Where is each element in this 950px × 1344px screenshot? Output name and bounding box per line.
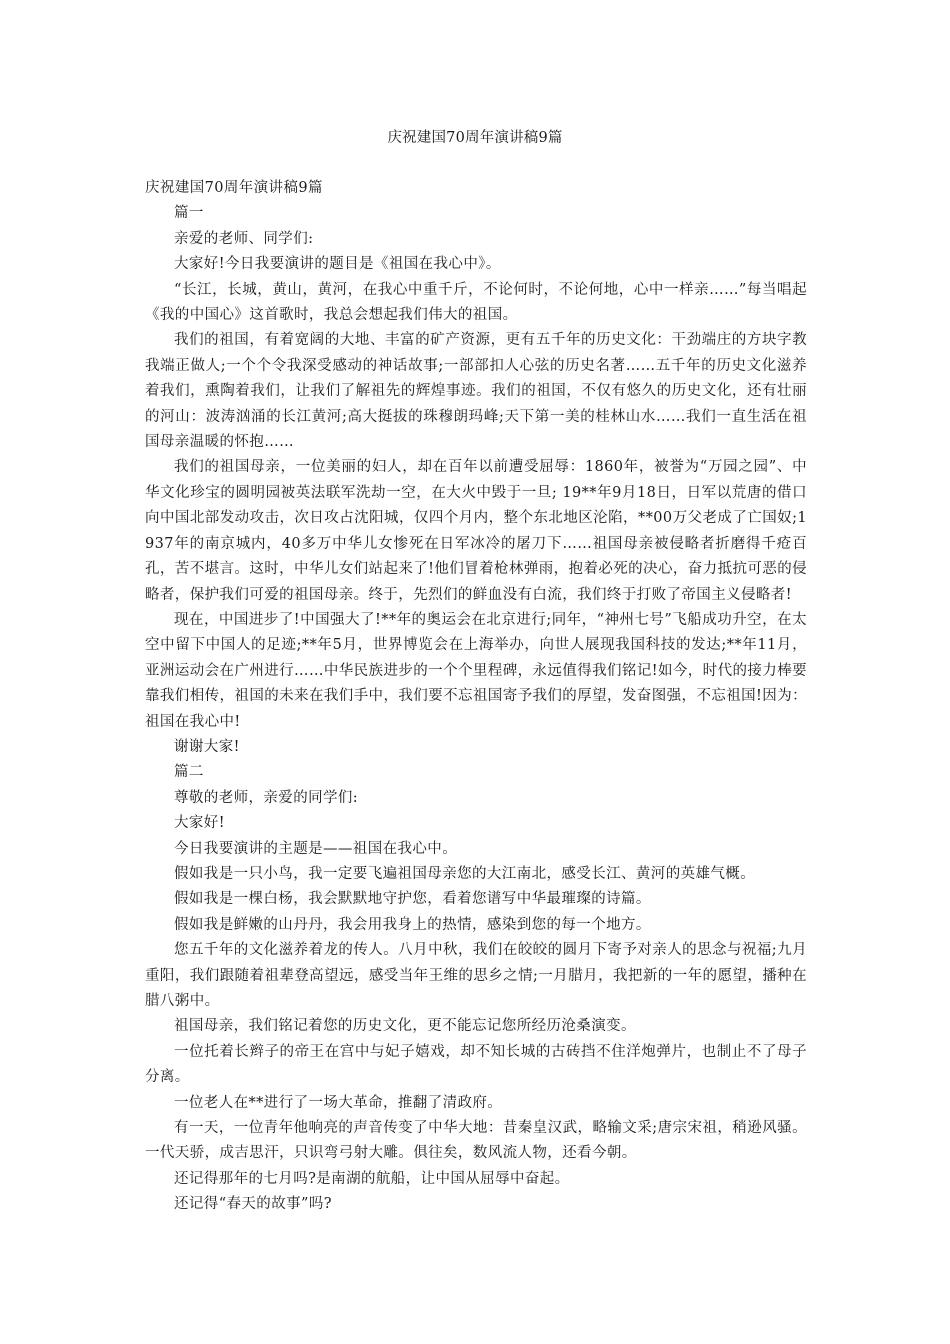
page-title: 庆祝建国70周年演讲稿9篇 (387, 130, 563, 146)
paragraph: 您五千年的文化滋养着龙的传人。八月中秋，我们在皎皎的圆月下寄予对亲人的思念与祝福;九月重阳，我们跟随着祖辈登高望远，感受当年王维的思乡之情;一月腊月，我把新的一年的愿望，播种在腊八粥中。 (145, 942, 807, 1009)
paragraph: 谢谢大家! (174, 738, 240, 755)
paragraph: 我们的祖国，有着宽阔的大地、丰富的矿产资源，更有五千年的历史文化：干劲端庄的方块字教我端正做人;一个个令我深受感动的神话故事;一部部扣人心弦的历史名著……五千年的历史文化滋养着我们，熏陶着我们，让我们了解祖先的辉煌事迹。我们的祖国，不仅有悠久的历史文化，还有壮丽的河山：波涛汹涌的长江黄河;高大挺拔的珠穆朗玛峰;天下第一美的桂林山水……我们一直生活在祖国母亲温暖的怀抱…… (145, 332, 807, 451)
paragraph: 大家好!今日我要演讲的题目是《祖国在我心中》。 (174, 256, 501, 273)
paragraph: 今日我要演讲的主题是——祖国在我心中。 (174, 840, 458, 857)
paragraph: 有一天，一位青年他响亮的声音传变了中华大地：昔秦皇汉武，略输文采;唐宗宋祖，稍逊风骚。一代天骄，成吉思汗，只识弯弓射大雕。俱往矣，数风流人物，还看今朝。 (145, 1120, 807, 1162)
section-heading: 篇一 (174, 205, 204, 222)
paragraph: 假如我是一棵白杨，我会默默地守护您，看着您谱写中华最璀璨的诗篇。 (174, 891, 651, 908)
paragraph: 还记得“春天的故事”吗? (174, 1196, 332, 1213)
paragraph: 我们的祖国母亲，一位美丽的妇人，却在百年以前遭受屈辱：1860年，被誉为“万园之园”、中华文化珍宝的圆明园被英法联军洗劫一空，在大火中毁于一旦; 19**年9月18日，日军以荒唐的借口向中国北部发动攻击，次日攻占沈阳城，仅四个月内，整个东北地区沦陷，**00万父老成了亡国奴;1937年的南京城内，40多万中华儿女惨死在日军冰冷的屠刀下……祖国母亲被侵略者折磨得千疮百孔，苦不堪言。这时，中华儿女们站起来了!他们冒着枪林弹雨，抱着必死的决心，奋力抵抗可恶的侵略者，保护我们可爱的祖国母亲。终于，先烈们的鲜血没有白流，我们终于打败了帝国主义侵略者! (145, 459, 807, 603)
document-subtitle: 庆祝建国70周年演讲稿9篇 (145, 180, 323, 196)
paragraph: 尊敬的老师，亲爱的同学们: (174, 789, 359, 806)
document-body (145, 176, 807, 1218)
paragraph: 大家好! (174, 815, 225, 832)
paragraph: 亲爱的老师、同学们: (174, 230, 314, 247)
paragraph: 祖国母亲，我们铭记着您的历史文化，更不能忘记您所经历沧桑演变。 (174, 1018, 636, 1035)
paragraph: 还记得那年的七月吗?是南湖的航船，让中国从屈辱中奋起。 (174, 1170, 570, 1187)
section-heading: 篇二 (174, 764, 204, 781)
paragraph: 一位托着长辫子的帝王在宫中与妃子嬉戏，却不知长城的古砖挡不住洋炮弹片，也制止不了母子分离。 (145, 1043, 807, 1086)
paragraph: 假如我是一只小鸟，我一定要飞遍祖国母亲您的大江南北，感受长江、黄河的英雄气概。 (174, 865, 756, 882)
paragraph: 现在，中国进步了!中国强大了!**年的奥运会在北京进行;同年，“神州七号”飞船成功升空，在太空中留下中国人的足迹;**年5月，世界博览会在上海举办，向世人展现我国科技的发达;**年11月，亚洲运动会在广州进行……中华民族进步的一个个里程碑，永远值得我们铭记!如今，时代的接力棒要靠我们相传，祖国的未来在我们手中，我们要不忘祖国寄予我们的厚望，发奋图强，不忘祖国!因为：祖国在我心中! (145, 611, 807, 730)
paragraph: 假如我是鲜嫩的山丹丹，我会用我身上的热情，感染到您的每一个地方。 (174, 916, 651, 933)
paragraph: 一位老人在**进行了一场大革命，推翻了清政府。 (174, 1094, 503, 1111)
paragraph: “长江，长城，黄山，黄河，在我心中重千斤，不论何时，不论何地，心中一样亲……”每当唱起《我的中国心》这首歌时，我总会想起我们伟大的祖国。 (145, 281, 807, 324)
